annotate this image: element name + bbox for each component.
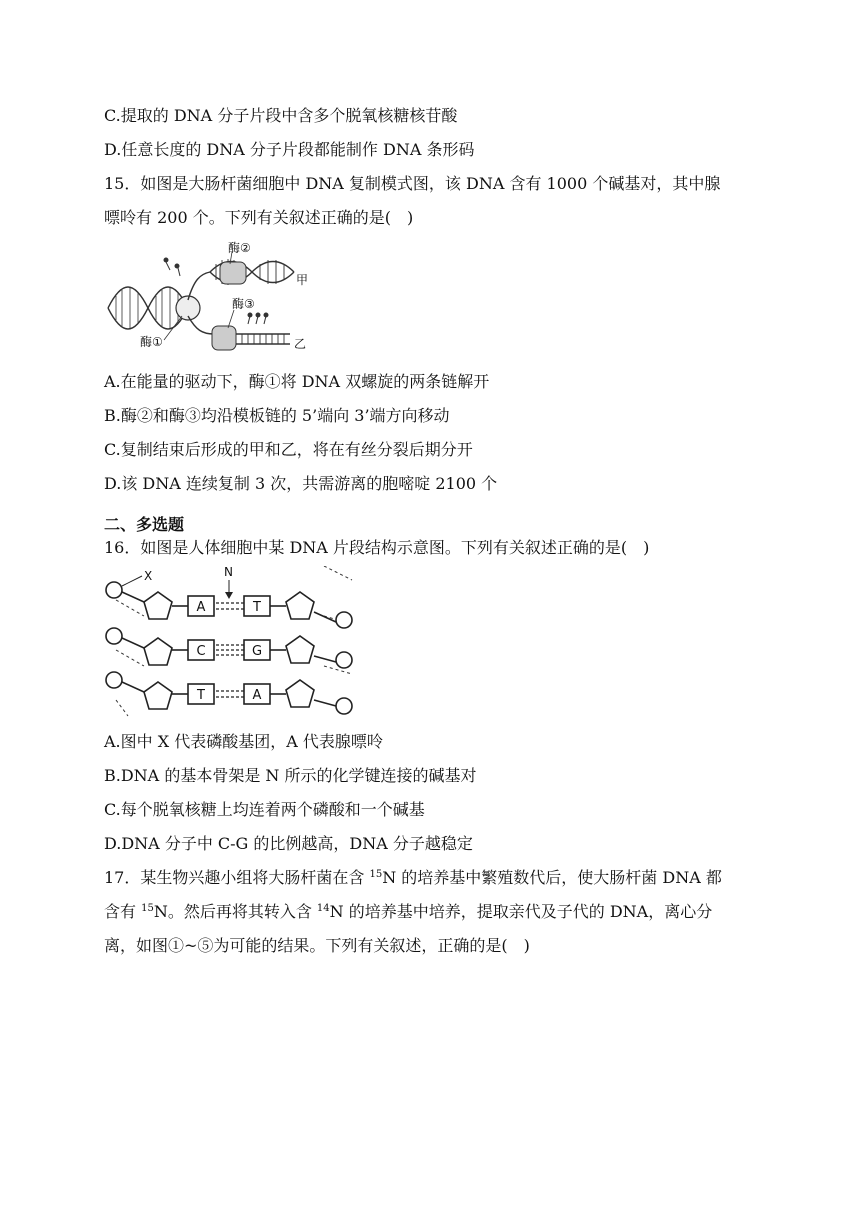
q17-stem-line2: 含有 $^{15}$N。然后再将其转入含 $^{14}$N 的培养基中培养，提取亲代及子代的 DNA，离心分 xyxy=(104,902,713,921)
enzyme2-shape xyxy=(220,262,246,284)
base-row3-left: T xyxy=(197,688,205,703)
q15-stem-line2: 嘌呤有 200 个。下列有关叙述正确的是( ) xyxy=(104,208,414,227)
phosphate-circle xyxy=(336,612,352,628)
base-row2-right: G xyxy=(251,644,263,659)
nucleotide-pair-row-3 xyxy=(106,672,352,714)
base-row1-right: T xyxy=(253,600,261,615)
label-jia: 甲 xyxy=(296,273,309,287)
phosphate-circle xyxy=(106,582,122,598)
section-title-multiple-choice: 二、多选题 xyxy=(104,515,185,534)
dna-structure-figure xyxy=(104,566,360,722)
phosphate-circle xyxy=(336,652,352,668)
label-n: N xyxy=(224,566,233,579)
free-nucleotides-bottom xyxy=(248,313,268,324)
phosphate-circle xyxy=(106,628,122,644)
q15-stem-line1: 15．如图是大肠杆菌细胞中 DNA 复制模式图，该 DNA 含有 1000 个碱基对，其中腺 xyxy=(104,174,721,193)
q16-option-a: A.图中 X 代表磷酸基团，A 代表腺嘌呤 xyxy=(104,732,383,751)
q16-option-c: C.每个脱氧核糖上均连着两个磷酸和一个碱基 xyxy=(104,800,425,819)
label-enzyme1: 酶① xyxy=(140,335,163,349)
base-row2-left: C xyxy=(196,644,206,659)
q15-option-c: C.复制结束后形成的甲和乙，将在有丝分裂后期分开 xyxy=(104,440,473,459)
q15-option-b: B.酶②和酶③均沿模板链的 5’端向 3’端方向移动 xyxy=(104,406,450,425)
q14-option-d: D.任意长度的 DNA 分子片段都能制作 DNA 条形码 xyxy=(104,140,475,159)
enzyme3-shape xyxy=(212,326,236,350)
q15-option-d: D.该 DNA 连续复制 3 次，共需游离的胞嘧啶 2100 个 xyxy=(104,474,498,493)
q16-option-b: B.DNA 的基本骨架是 N 所示的化学键连接的碱基对 xyxy=(104,766,477,785)
q17-stem-line1: 17．某生物兴趣小组将大肠杆菌在含 $^{15}$N 的培养基中繁殖数代后，使大肠杆菌 DNA 都 xyxy=(104,868,722,887)
q17-stem-line3: 离，如图①~⑤为可能的结果。下列有关叙述，正确的是( ) xyxy=(104,936,530,955)
q16-option-d: D.DNA 分子中 C-G 的比例越高，DNA 分子越稳定 xyxy=(104,834,473,853)
phosphate-circle xyxy=(106,672,122,688)
label-yi: 乙 xyxy=(294,337,307,351)
base-row3-right: A xyxy=(252,688,262,703)
q16-stem: 16．如图是人体细胞中某 DNA 片段结构示意图。下列有关叙述正确的是( ) xyxy=(104,538,650,557)
phosphate-circle xyxy=(336,698,352,714)
q14-option-c: C.提取的 DNA 分子片段中含多个脱氧核糖核苷酸 xyxy=(104,106,458,125)
base-row1-left: A xyxy=(196,600,206,615)
dna-replication-figure xyxy=(104,240,314,356)
label-enzyme2: 酶② xyxy=(228,241,251,255)
nucleotide-pair-row-2 xyxy=(106,628,352,668)
label-x: X xyxy=(144,569,153,583)
lower-daughter-strand xyxy=(188,316,290,344)
label-enzyme3: 酶③ xyxy=(232,297,255,311)
q15-option-a: A.在能量的驱动下，酶①将 DNA 双螺旋的两条链解开 xyxy=(104,372,490,391)
free-nucleotides-top xyxy=(164,258,180,276)
